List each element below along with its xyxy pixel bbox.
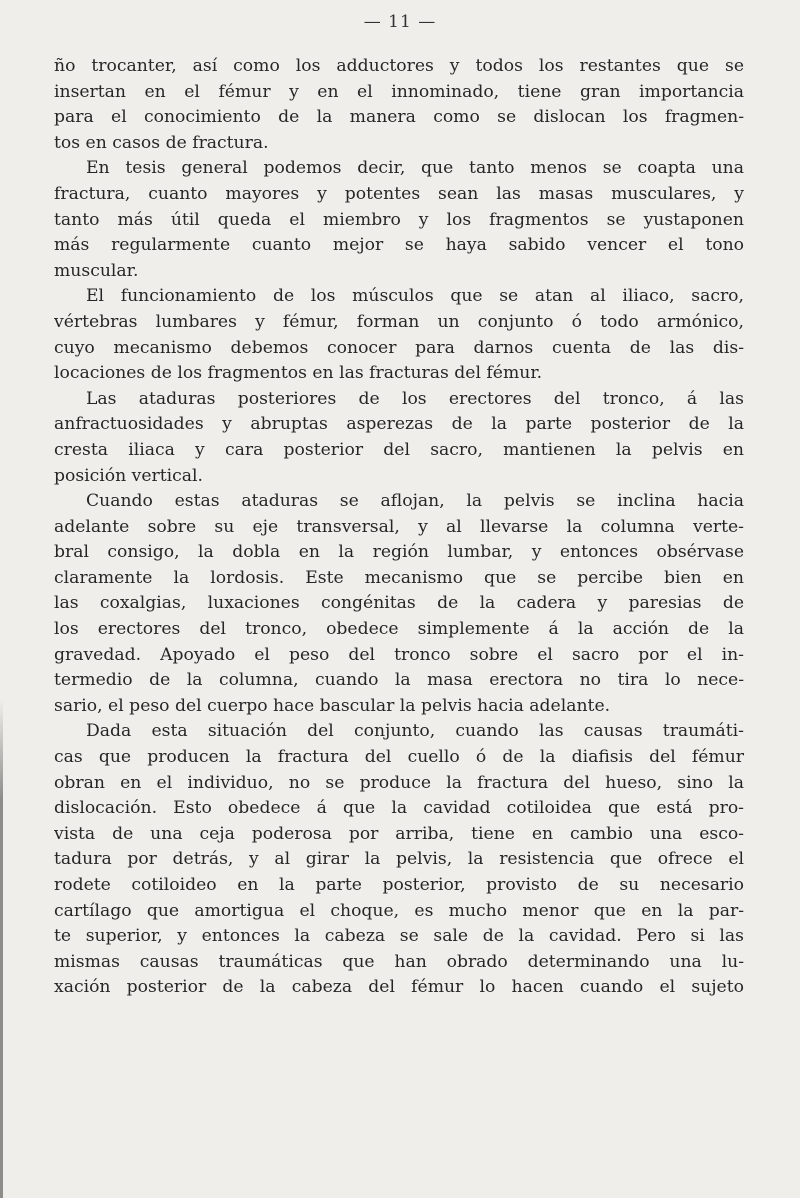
- text-line: rodete cotiloideo en la parte posterior, provisto de su necesario: [54, 875, 744, 895]
- text-line: tanto más útil queda el miembro y los fragmentos se yustaponen: [54, 209, 744, 230]
- text-line: gravedad. Apoyado el peso del tronco sobre el sacro por el in-: [54, 644, 744, 665]
- text-line: tos en casos de fractura.: [54, 132, 269, 153]
- text-line: adelante sobre su eje transversal, y al llevarse la columna verte-: [54, 516, 744, 537]
- text-line: Las ataduras posteriores de los erectores del tronco, á las: [86, 388, 744, 409]
- text-line: más regularmente cuanto mejor se haya sabido vencer el tono: [54, 235, 744, 256]
- text-line: claramente la lordosis. Este mecanismo que se percibe bien en: [54, 567, 744, 588]
- text-line: En tesis general podemos decir, que tanto menos se coapta una: [86, 158, 744, 179]
- text-line: dislocación. Esto obedece á que la cavidad cotiloidea que está pro-: [54, 798, 744, 819]
- text-line: Dada esta situación del conjunto, cuando las causas traumáti-: [86, 721, 744, 742]
- body-text: [54, 54, 744, 1001]
- text-line: bral consigo, la dobla en la región lumbar, y entonces obsérvase: [54, 542, 744, 563]
- text-line: termedio de la columna, cuando la masa erectora no tira lo nece-: [54, 670, 744, 691]
- text-line: ño trocanter, así como los adductores y todos los restantes que se: [54, 56, 744, 76]
- text-line: te superior, y entonces la cabeza se sale de la cavidad. Pero si las: [54, 926, 744, 947]
- text-line: Cuando estas ataduras se aflojan, la pelvis se inclina hacia: [86, 491, 744, 512]
- page-number: — 11 —: [363, 12, 437, 32]
- text-line: obran en el individuo, no se produce la fractura del hueso, sino la: [54, 772, 744, 793]
- text-line: cresta iliaca y cara posterior del sacro, mantienen la pelvis en: [54, 439, 744, 460]
- text-line: tadura por detrás, y al girar la pelvis, la resistencia que ofrece el: [54, 849, 744, 870]
- text-line: muscular.: [54, 260, 139, 281]
- text-line: xación posterior de la cabeza del fémur lo hacen cuando el sujeto: [54, 977, 744, 998]
- text-line: los erectores del tronco, obedece simplemente á la acción de la: [54, 619, 744, 640]
- text-line: anfractuosidades y abruptas asperezas de la parte posterior de la: [54, 414, 744, 435]
- text-line: posición vertical.: [54, 465, 204, 486]
- text-line: para el conocimiento de la manera como se dislocan los fragmen-: [54, 107, 744, 128]
- text-line: las coxalgias, luxaciones congénitas de la cadera y paresias de: [54, 593, 744, 614]
- text-line: vértebras lumbares y fémur, forman un conjunto ó todo armónico,: [54, 311, 744, 332]
- text-line: mismas causas traumáticas que han obrado determinando una lu-: [54, 951, 744, 972]
- text-line: El funcionamiento de los músculos que se atan al iliaco, sacro,: [86, 286, 744, 307]
- binding-shadow: [0, 700, 3, 1198]
- text-line: insertan en el fémur y en el innominado, tiene gran importancia: [54, 81, 744, 102]
- text-line: cuyo mecanismo debemos conocer para darnos cuenta de las dis-: [54, 337, 744, 358]
- text-line: fractura, cuanto mayores y potentes sean las masas musculares, y: [54, 183, 744, 204]
- text-line: cartílago que amortigua el choque, es mucho menor que en la par-: [54, 900, 744, 921]
- text-line: cas que producen la fractura del cuello ó de la diafisis del fémur: [54, 747, 744, 768]
- text-line: sario, el peso del cuerpo hace bascular la pelvis hacia adelante.: [54, 695, 611, 716]
- text-line: vista de una ceja poderosa por arriba, tiene en cambio una esco-: [54, 823, 744, 844]
- text-line: locaciones de los fragmentos en las fracturas del fémur.: [54, 363, 543, 384]
